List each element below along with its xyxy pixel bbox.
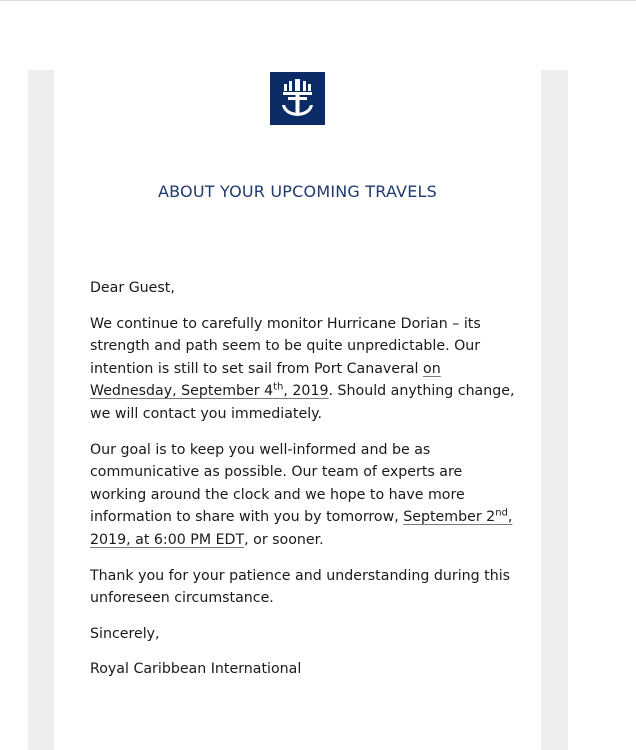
update-date-ordinal: nd <box>495 507 508 519</box>
update-date-time: , 2019, at 6:00 PM EDT <box>90 509 513 548</box>
royal-caribbean-logo <box>270 72 325 125</box>
paragraph-text: . Should anything change, we will contact you immediately. <box>90 383 515 422</box>
paragraph-text: , or sooner. <box>244 531 324 548</box>
sail-date-text: on Wednesday, September 4 <box>90 360 441 400</box>
top-divider <box>0 0 636 1</box>
paragraph-text: Our goal is to keep you well-informed and be as communicative as possible. Our team of experts are working around the clock and we hope to have more information to share with you by tomorrow, <box>90 441 465 526</box>
paragraph-sailing-update <box>90 313 520 426</box>
paragraph-text: We continue to carefully monitor Hurricane Dorian – its strength and path seem to be quite unpredictable. Our intention is still to set sail from Port Canaveral <box>90 315 481 377</box>
signature: Royal Caribbean International <box>90 661 302 678</box>
update-date-text: September 2 <box>403 509 496 526</box>
crown-anchor-icon <box>270 72 325 125</box>
salutation: Dear Guest, <box>90 280 175 296</box>
sail-date-year: , 2019 <box>283 383 329 400</box>
email-heading: ABOUT YOUR UPCOMING TRAVELS <box>157 182 437 201</box>
paragraph-thanks: Thank you for your patience and understanding during this unforeseen circumstance. <box>90 567 511 607</box>
sail-date-ordinal: th <box>273 381 284 393</box>
letter-body <box>90 277 520 681</box>
closing: Sincerely, <box>90 625 160 642</box>
paragraph-goal <box>90 439 520 552</box>
